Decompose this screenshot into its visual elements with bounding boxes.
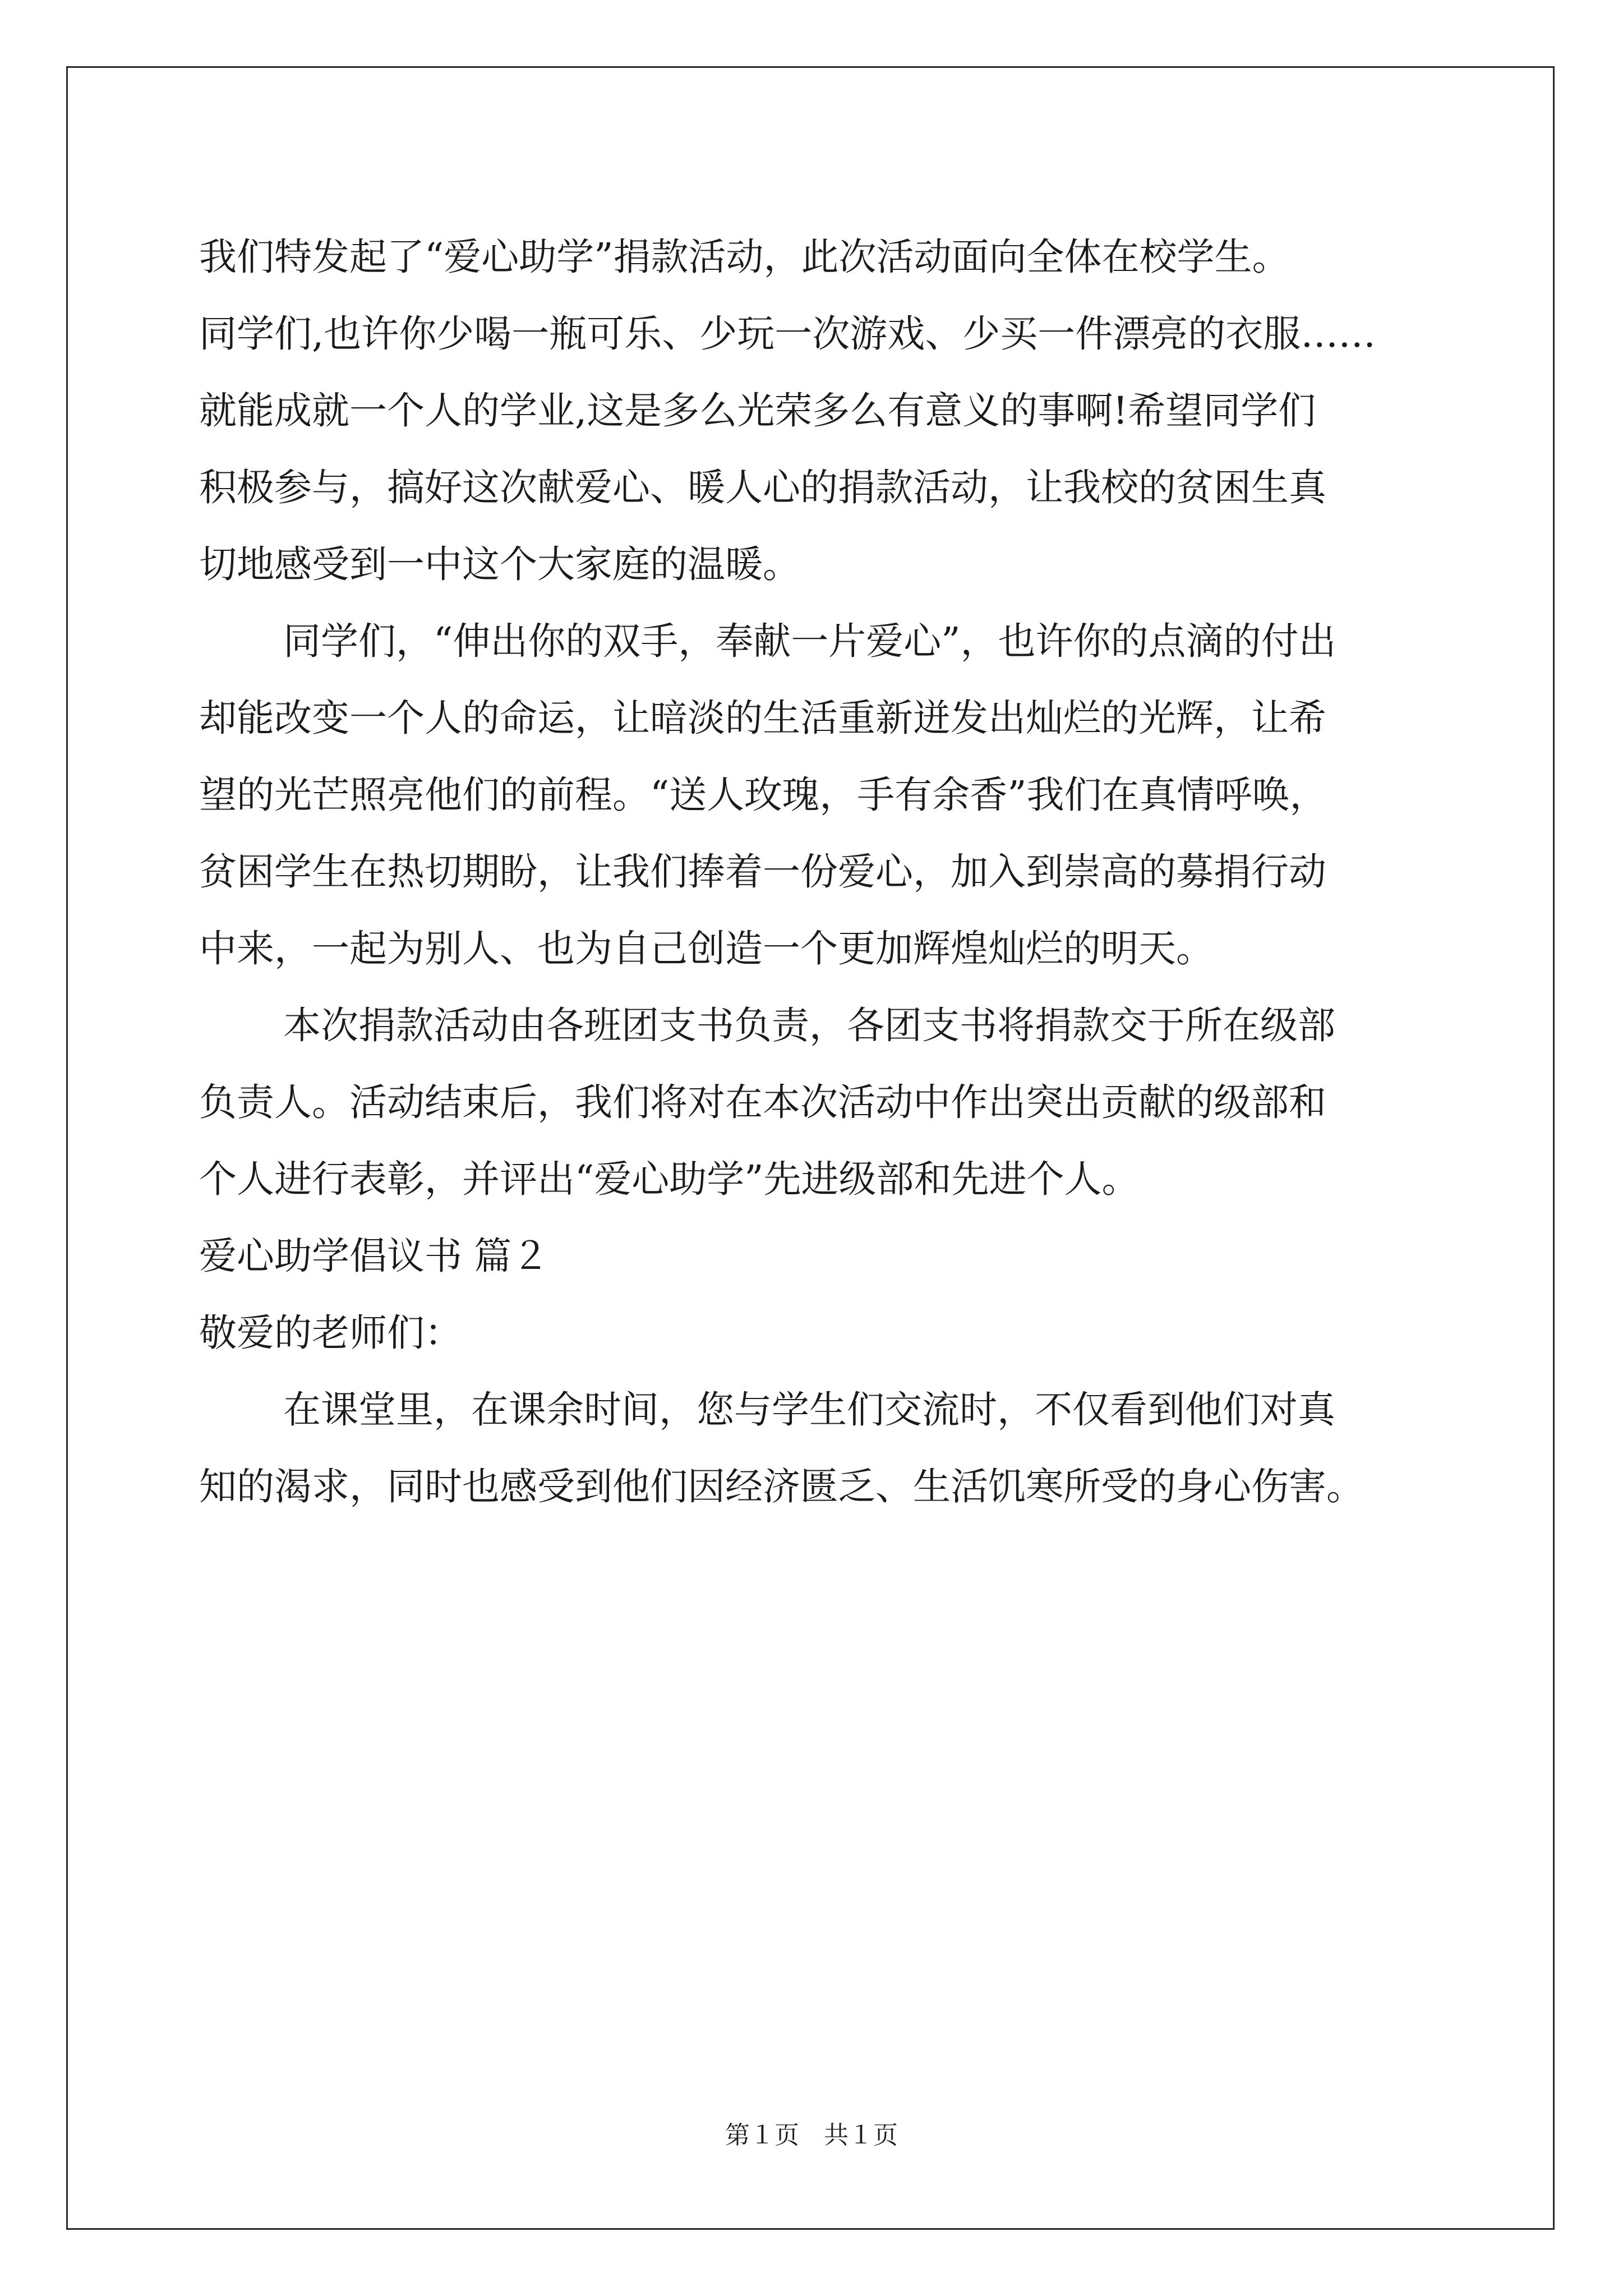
paragraph-line: 知的渴求，同时也感受到他们因经济匮乏、生活饥寒所受的身心伤害。	[199, 1465, 1364, 1508]
section-heading: 爱心助学倡议书 篇２	[199, 1234, 550, 1278]
paragraph-line: 望的光芒照亮他们的前程。“送人玫瑰，手有余香”我们在真情呼唤，	[199, 773, 1327, 817]
page-footer: 第１页 共１页	[725, 2121, 898, 2150]
paragraph-line: 在课堂里，在课余时间，您与学生们交流时，不仅看到他们对真	[283, 1388, 1335, 1432]
paragraph-line: 就能成就一个人的学业,这是多么光荣多么有意义的事啊!希望同学们	[199, 389, 1316, 432]
paragraph-line: 切地感受到一中这个大家庭的温暖。	[199, 542, 800, 586]
paragraph-line: 中来，一起为别人、也为自己创造一个更加辉煌灿烂的明天。	[199, 927, 1214, 970]
paragraph-line: 负责人。活动结束后，我们将对在本次活动中作出突出贡献的级部和	[199, 1080, 1326, 1124]
paragraph-line: 贫困学生在热切期盼，让我们捧着一份爱心，加入到崇高的募捐行动	[199, 850, 1326, 894]
paragraph-line: 积极参与，搞好这次献爱心、暖人心的捐款活动，让我校的贫困生真	[199, 466, 1326, 509]
paragraph-line: 我们特发起了“爱心助学”捐款活动，此次活动面向全体在校学生。	[199, 235, 1290, 279]
paragraph-line: 同学们，“伸出你的双手，奉献一片爱心”，也许你的点滴的付出	[283, 619, 1336, 663]
paragraph-line: 却能改变一个人的命运，让暗淡的生活重新迸发出灿烂的光辉，让希	[199, 696, 1326, 740]
salutation: 敬爱的老师们：	[199, 1311, 462, 1355]
paragraph-line: 个人进行表彰，并评出“爱心助学”先进级部和先进个人。	[199, 1157, 1140, 1201]
paragraph-line: 同学们,也许你少喝一瓶可乐、少玩一次游戏、少买一件漂亮的衣服……	[199, 312, 1376, 356]
paragraph-line: 本次捐款活动由各班团支书负责，各团支书将捐款交于所在级部	[283, 1004, 1335, 1047]
